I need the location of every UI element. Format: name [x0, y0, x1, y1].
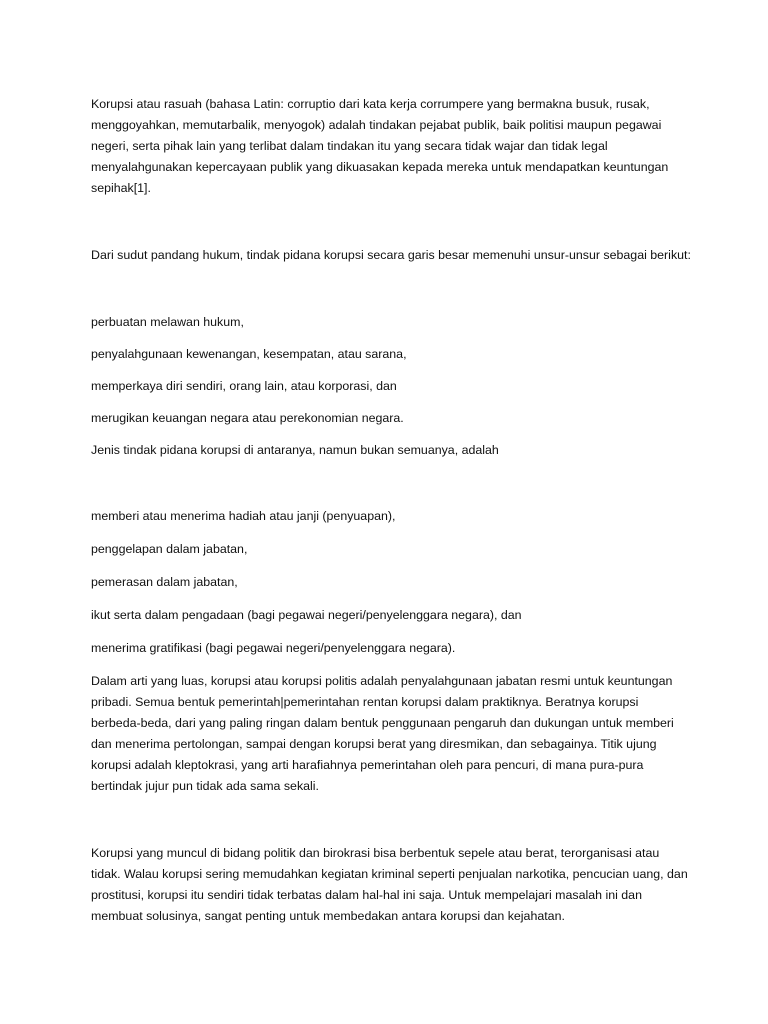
list-item: penggelapan dalam jabatan,	[91, 542, 248, 556]
list-item: ikut serta dalam pengadaan (bagi pegawai negeri/penyelenggara negara), dan	[91, 608, 522, 622]
paragraph-hukum-intro: Dari sudut pandang hukum, tindak pidana korupsi secara garis besar memenuhi unsur-unsur sebagai berikut:	[91, 248, 691, 262]
list-item: memberi atau menerima hadiah atau janji (penyuapan),	[91, 509, 396, 523]
paragraph-jenis-intro: Jenis tindak pidana korupsi di antaranya, namun bukan semuanya, adalah	[91, 443, 499, 457]
jenis-list	[91, 506, 691, 659]
list-item: pemerasan dalam jabatan,	[91, 575, 238, 589]
paragraph-politik-birokrasi: Korupsi yang muncul di bidang politik dan birokrasi bisa berbentuk sepele atau berat, terorganisasi atau tidak. Walau korupsi sering memudahkan kegiatan kriminal seperti penjualan narkotika, pencucian uang, dan prostitusi, korupsi itu sendiri tidak terbatas dalam hal-hal ini saja. Untuk mempelajari masalah ini dan membuat solusinya, sangat penting untuk membedakan antara korupsi dan kejahatan.	[91, 846, 688, 923]
list-item: memperkaya diri sendiri, orang lain, atau korporasi, dan	[91, 379, 397, 393]
document-body	[91, 94, 691, 927]
list-item: menerima gratifikasi (bagi pegawai negeri/penyelenggara negara).	[91, 641, 456, 655]
list-item: perbuatan melawan hukum,	[91, 315, 244, 329]
unsur-list	[91, 312, 691, 429]
list-item: penyalahgunaan kewenangan, kesempatan, atau sarana,	[91, 347, 407, 361]
paragraph-arti-luas: Dalam arti yang luas, korupsi atau korupsi politis adalah penyalahgunaan jabatan resmi untuk keuntungan pribadi. Semua bentuk pemerintah|pemerintahan rentan korupsi dalam praktiknya. Beratnya korupsi berbeda-beda, dari yang paling ringan dalam bentuk penggunaan pengaruh dan dukungan untuk memberi dan menerima pertolongan, sampai dengan korupsi berat yang diresmikan, dan sebagainya. Titik ujung korupsi adalah kleptokrasi, yang arti harafiahnya pemerintahan oleh para pencuri, di mana pura-pura bertindak jujur pun tidak ada sama sekali.	[91, 674, 674, 793]
paragraph-intro: Korupsi atau rasuah (bahasa Latin: corruptio dari kata kerja corrumpere yang bermakna busuk, rusak, menggoyahkan, memutarbalik, menyogok) adalah tindakan pejabat publik, baik politisi maupun pegawai negeri, serta pihak lain yang terlibat dalam tindakan itu yang secara tidak wajar dan tidak legal menyalahgunakan kepercayaan publik yang dikuasakan kepada mereka untuk mendapatkan keuntungan sepihak[1].	[91, 97, 669, 195]
list-item: merugikan keuangan negara atau perekonomian negara.	[91, 411, 404, 425]
